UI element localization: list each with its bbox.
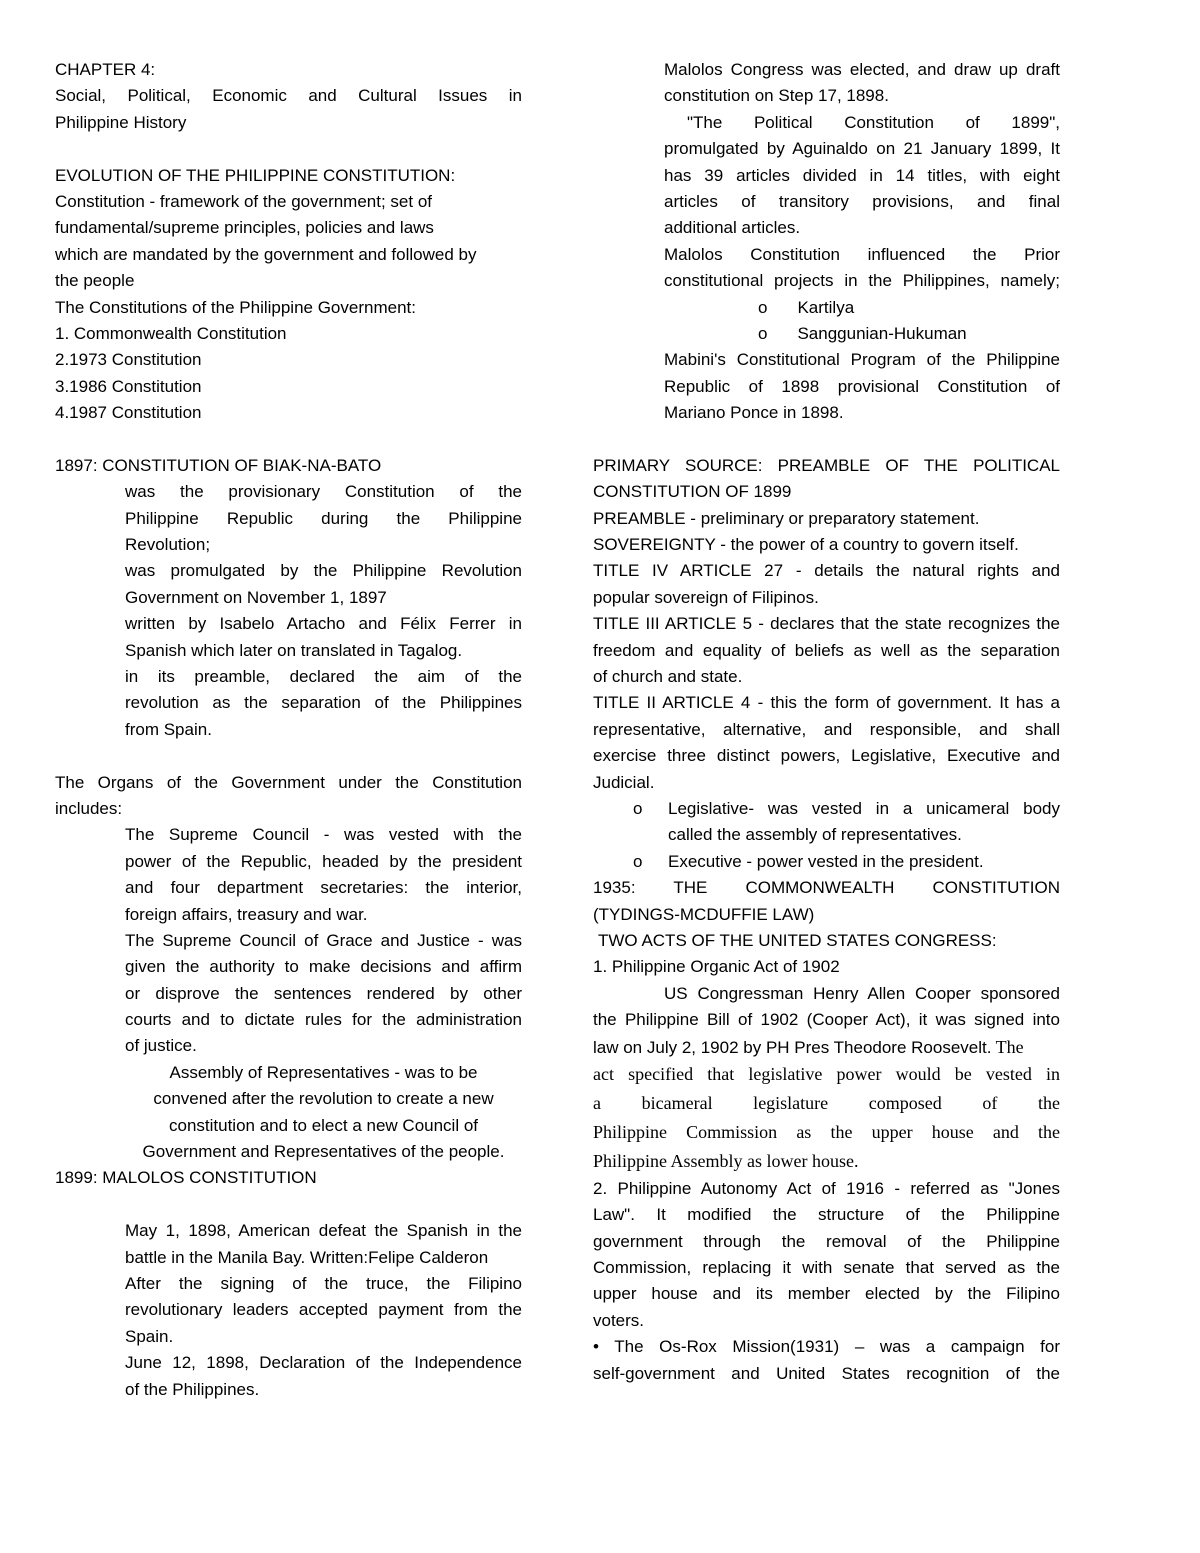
paragraph-line: foreign affairs, treasury and war. <box>125 904 368 924</box>
paragraph-line: Law". It modified the structure of the Philippine <box>593 1205 1060 1225</box>
paragraph-line: of justice. <box>125 1036 197 1056</box>
section-heading: (TYDINGS-MCDUFFIE LAW) <box>593 904 815 924</box>
paragraph-line: of church and state. <box>593 666 743 686</box>
paragraph-line: Philippine Commission as the upper house and the <box>593 1121 1060 1142</box>
paragraph-line: TITLE III ARTICLE 5 - declares that the state recognizes the <box>593 614 1060 634</box>
paragraph-line: government through the removal of the Philippine <box>593 1231 1060 1251</box>
paragraph-line: has 39 articles divided in 14 titles, with eight <box>664 165 1060 185</box>
paragraph-line: May 1, 1898, American defeat the Spanish in the <box>125 1221 522 1241</box>
paragraph-line <box>593 1033 1060 1059</box>
paragraph-line: Mabini's Constitutional Program of the Philippine <box>664 350 1060 370</box>
section-heading: TWO ACTS OF THE UNITED STATES CONGRESS: <box>598 930 997 950</box>
chapter-title-line: Social, Political, Economic and Cultural Issues in <box>55 86 522 106</box>
paragraph-line: 2. Philippine Autonomy Act of 1916 - referred as "Jones <box>593 1178 1060 1198</box>
paragraph-line: upper house and its member elected by the Filipino <box>593 1284 1060 1304</box>
list-item <box>593 796 1060 822</box>
paragraph-text: The <box>991 1037 1024 1058</box>
list-item-label: Sanggunian-Hukuman <box>797 323 967 343</box>
paragraph-line: Constitution - framework of the government; set of <box>55 191 433 211</box>
paragraph-line: Revolution; <box>125 535 211 555</box>
paragraph-line: June 12, 1898, Declaration of the Independence <box>125 1353 522 1373</box>
paragraph-line: voters. <box>593 1310 645 1330</box>
paragraph-line: After the signing of the truce, the Filipino <box>125 1273 522 1293</box>
paragraph-line: includes: <box>55 798 123 818</box>
paragraph-line: Malolos Congress was elected, and draw up draft <box>664 60 1060 79</box>
paragraph-line: constitutional projects in the Philippines, namely; <box>664 271 1060 291</box>
paragraph-line: of the Philippines. <box>125 1379 260 1399</box>
list-item: 1. Commonwealth Constitution <box>55 323 287 343</box>
section-heading: CONSTITUTION OF 1899 <box>593 482 792 502</box>
list-item <box>593 321 1060 347</box>
section-heading: 1897: CONSTITUTION OF BIAK-NA-BATO <box>55 455 382 475</box>
list-item <box>593 849 1060 875</box>
paragraph-line: a bicameral legislature composed of the <box>593 1092 1060 1113</box>
paragraph-line: The Supreme Council - was vested with the <box>125 825 522 845</box>
paragraph-line: battle in the Manila Bay. Written:Felipe Calderon <box>125 1247 489 1267</box>
paragraph-line: Malolos Constitution influenced the Prior <box>664 244 1060 264</box>
paragraph-line: • The Os-Rox Mission(1931) – was a campaign for <box>593 1337 1060 1357</box>
paragraph-line: Spain. <box>125 1326 174 1346</box>
paragraph-line: freedom and equality of beliefs as well as the separation <box>593 640 1060 660</box>
paragraph-line: the Philippine Bill of 1902 (Cooper Act), it was signed into <box>593 1010 1060 1030</box>
list-item: 2.1973 Constitution <box>55 350 202 370</box>
paragraph-line: revolutionary leaders accepted payment from the <box>125 1300 522 1320</box>
bullet-marker: o <box>633 851 643 871</box>
list-item <box>593 295 1060 321</box>
section-heading: PRIMARY SOURCE: PREAMBLE OF THE POLITICAL <box>593 455 1060 475</box>
right-column <box>593 57 1060 1387</box>
paragraph-line: courts and to dictate rules for the administration <box>125 1010 522 1030</box>
paragraph-line: "The Political Constitution of 1899", <box>687 112 1060 132</box>
list-item-continuation: called the assembly of representatives. <box>668 825 962 845</box>
bullet-marker: o <box>758 297 768 317</box>
paragraph-line: TITLE IV ARTICLE 27 - details the natural rights and <box>593 561 1060 581</box>
chapter-title-line: Philippine History <box>55 112 187 132</box>
list-item: 1. Philippine Organic Act of 1902 <box>593 957 840 977</box>
paragraph-line: popular sovereign of Filipinos. <box>593 587 819 607</box>
list-item-label: Kartilya <box>797 297 855 317</box>
bullet-marker: o <box>633 798 643 818</box>
paragraph-line: constitution on Step 17, 1898. <box>664 86 889 106</box>
paragraph-line: and four department secretaries: the interior, <box>125 878 522 898</box>
paragraph-line: Government on November 1, 1897 <box>125 587 387 607</box>
paragraph-line: power of the Republic, headed by the president <box>125 851 522 871</box>
paragraph-line: Commission, replacing it with senate that served as the <box>593 1258 1060 1278</box>
list-item-label: Legislative- was vested in a unicameral body <box>668 798 1060 818</box>
paragraph-line: articles of transitory provisions, and final <box>664 191 1060 211</box>
paragraph-line: The Organs of the Government under the Constitution <box>55 772 522 792</box>
list-item: 3.1986 Constitution <box>55 376 202 396</box>
paragraph-line: act specified that legislative power would be vested in <box>593 1063 1060 1084</box>
paragraph-line: constitution and to elect a new Council of <box>168 1115 479 1135</box>
paragraph-line: Spanish which later on translated in Tagalog. <box>125 640 463 660</box>
paragraph-line: Assembly of Representatives - was to be <box>169 1062 478 1082</box>
paragraph-line: was the provisionary Constitution of the <box>125 482 522 502</box>
list-heading: The Constitutions of the Philippine Government: <box>55 297 416 317</box>
paragraph-line: Republic of 1898 provisional Constitution of <box>664 376 1060 396</box>
paragraph-line: Philippine Assembly as lower house. <box>593 1150 859 1171</box>
section-heading: 1899: MALOLOS CONSTITUTION <box>55 1168 317 1188</box>
left-column <box>55 57 522 1403</box>
paragraph-line: additional articles. <box>664 218 801 238</box>
paragraph-line: Judicial. <box>593 772 655 792</box>
chapter-label: CHAPTER 4: <box>55 60 156 79</box>
paragraph-line: The Supreme Council of Grace and Justice - was <box>125 930 522 950</box>
paragraph-line: written by Isabelo Artacho and Félix Ferrer in <box>125 614 522 634</box>
paragraph-text: law on July 2, 1902 by PH Pres Theodore Roosevelt. <box>593 1038 992 1058</box>
paragraph-line: US Congressman Henry Allen Cooper sponsored <box>664 983 1060 1003</box>
paragraph-line: was promulgated by the Philippine Revolution <box>125 561 522 581</box>
section-heading: EVOLUTION OF THE PHILIPPINE CONSTITUTION: <box>55 165 456 185</box>
paragraph-line: self-government and United States recognition of the <box>593 1363 1060 1383</box>
paragraph-line: which are mandated by the government and followed by <box>55 244 477 264</box>
section-heading: 1935: THE COMMONWEALTH CONSTITUTION <box>593 878 1060 898</box>
paragraph-line: Mariano Ponce in 1898. <box>664 403 844 423</box>
paragraph-line: given the authority to make decisions and affirm <box>125 957 522 977</box>
paragraph-line: representative, alternative, and responsible, and shall <box>593 719 1060 739</box>
paragraph-line: in its preamble, declared the aim of the <box>125 666 522 686</box>
paragraph-line: TITLE II ARTICLE 4 - this the form of government. It has a <box>593 693 1060 713</box>
paragraph-line: promulgated by Aguinaldo on 21 January 1899, It <box>664 139 1060 159</box>
paragraph-line: the people <box>55 271 135 291</box>
paragraph-line: PREAMBLE - preliminary or preparatory statement. <box>593 508 980 528</box>
paragraph-line: or disprove the sentences rendered by other <box>125 983 522 1003</box>
paragraph-line: revolution as the separation of the Philippines <box>125 693 522 713</box>
paragraph-line: Philippine Republic during the Philippine <box>125 508 522 528</box>
paragraph-line: fundamental/supreme principles, policies and laws <box>55 218 434 238</box>
paragraph-line: SOVEREIGNTY - the power of a country to govern itself. <box>593 535 1019 555</box>
list-item: 4.1987 Constitution <box>55 403 202 423</box>
bullet-marker: o <box>758 323 768 343</box>
paragraph-line: exercise three distinct powers, Legislative, Executive and <box>593 746 1060 766</box>
paragraph-line: convened after the revolution to create a new <box>153 1089 494 1109</box>
paragraph-line: Government and Representatives of the people. <box>142 1142 505 1162</box>
list-item-label: Executive - power vested in the president. <box>668 851 984 871</box>
paragraph-line: from Spain. <box>125 719 212 739</box>
